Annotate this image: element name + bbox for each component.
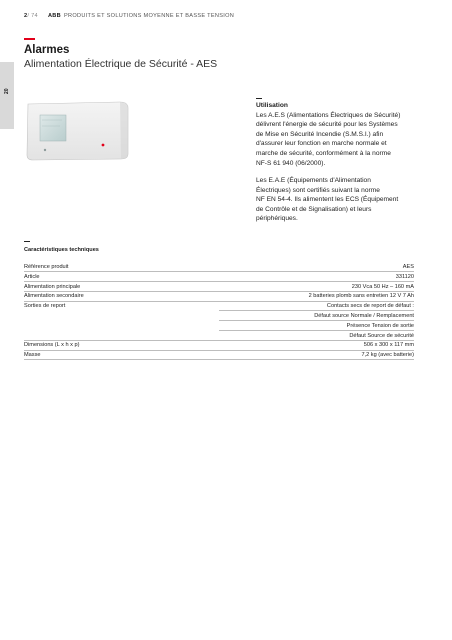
side-tab-label: 20: [4, 88, 10, 94]
intro-paragraph: [256, 101, 426, 168]
certification-line: périphériques.: [256, 215, 298, 223]
intro-line: délivrent l'énergie de sécurité pour les Systèmes: [256, 121, 398, 129]
page-header: [24, 13, 234, 19]
spec-row: [24, 301, 414, 311]
specs-table: [24, 262, 414, 360]
spec-value: 506 x 300 x 117 mm: [363, 342, 414, 349]
intro-line: de Mise en Sécurité Incendie (S.M.S.I.) afin: [256, 130, 384, 138]
spec-value: Défaut source Normale / Remplacement: [314, 312, 414, 319]
intro-dash: [256, 98, 262, 99]
spec-row: [24, 340, 414, 350]
intro-line: Les A.E.S (Alimentations Électriques de Sécurité): [256, 111, 401, 119]
brand-name: ABB: [47, 13, 61, 19]
product-image: [24, 100, 134, 162]
page-subtitle: Alimentation Électrique de Sécurité - AES: [24, 58, 218, 70]
title-accent-dash: [24, 38, 35, 40]
intro-line: d'assurer leur fonction en marche normale et: [256, 140, 387, 148]
spec-row: [24, 350, 414, 360]
intro-line: marche de sécurité, conformément à la norme: [256, 149, 391, 157]
spec-row: [24, 331, 414, 341]
row-divider: [24, 359, 414, 360]
side-tab: [0, 62, 14, 129]
spec-value: Présence Tension de sortie: [346, 322, 414, 329]
spec-row: [24, 272, 414, 282]
spec-row: [24, 311, 414, 321]
spec-label: Alimentation principale: [24, 283, 81, 290]
section-title: PRODUITS ET SOLUTIONS MOYENNE ET BASSE TENSION: [63, 13, 235, 19]
spec-label: Article: [24, 273, 40, 280]
spec-value: 230 Vca 50 Hz – 160 mA: [351, 283, 414, 290]
specs-title: Caractéristiques techniques: [24, 247, 99, 253]
page-total: / 74: [27, 13, 38, 19]
page-title: Alarmes: [24, 44, 70, 56]
spec-row: [24, 291, 414, 301]
spec-value: 7,2 kg (avec batterie): [361, 352, 414, 359]
spec-value: Contacts secs de report de défaut :: [326, 303, 414, 310]
spec-label: Alimentation secondaire: [24, 293, 84, 300]
intro-line: NF-S 61 940 (06/2000).: [256, 159, 326, 167]
certification-line: de Contrôle et de Signalisation) et leurs: [256, 205, 372, 213]
spec-row: [24, 282, 414, 292]
certification-line: Électriques) sont certifiés suivant la norme: [256, 186, 380, 194]
spec-label: Référence produit: [24, 264, 69, 270]
spec-label: Sorties de report: [24, 303, 66, 310]
specs-dash: [24, 241, 30, 242]
certification-line: Les E.A.E (Équipements d'Alimentation: [256, 177, 371, 184]
spec-row: [24, 262, 414, 272]
spec-value: 2 batteries plomb sans entretien 12 V 7 Ah: [308, 293, 414, 300]
spec-label: Dimensions (L x h x p): [24, 342, 80, 349]
certification-paragraph: [256, 176, 426, 224]
spec-value: AES: [402, 264, 414, 270]
certification-line: NF EN 54-4. Ils alimentent les ECS (Équipement: [256, 196, 399, 204]
spec-value: Défaut Source de sécurité: [349, 332, 414, 339]
spec-label: Masse: [24, 352, 41, 359]
spec-row: [24, 321, 414, 331]
page-number: 2: [24, 13, 28, 19]
intro-heading: Utilisation: [256, 102, 288, 109]
spec-value: 331120: [395, 273, 414, 280]
